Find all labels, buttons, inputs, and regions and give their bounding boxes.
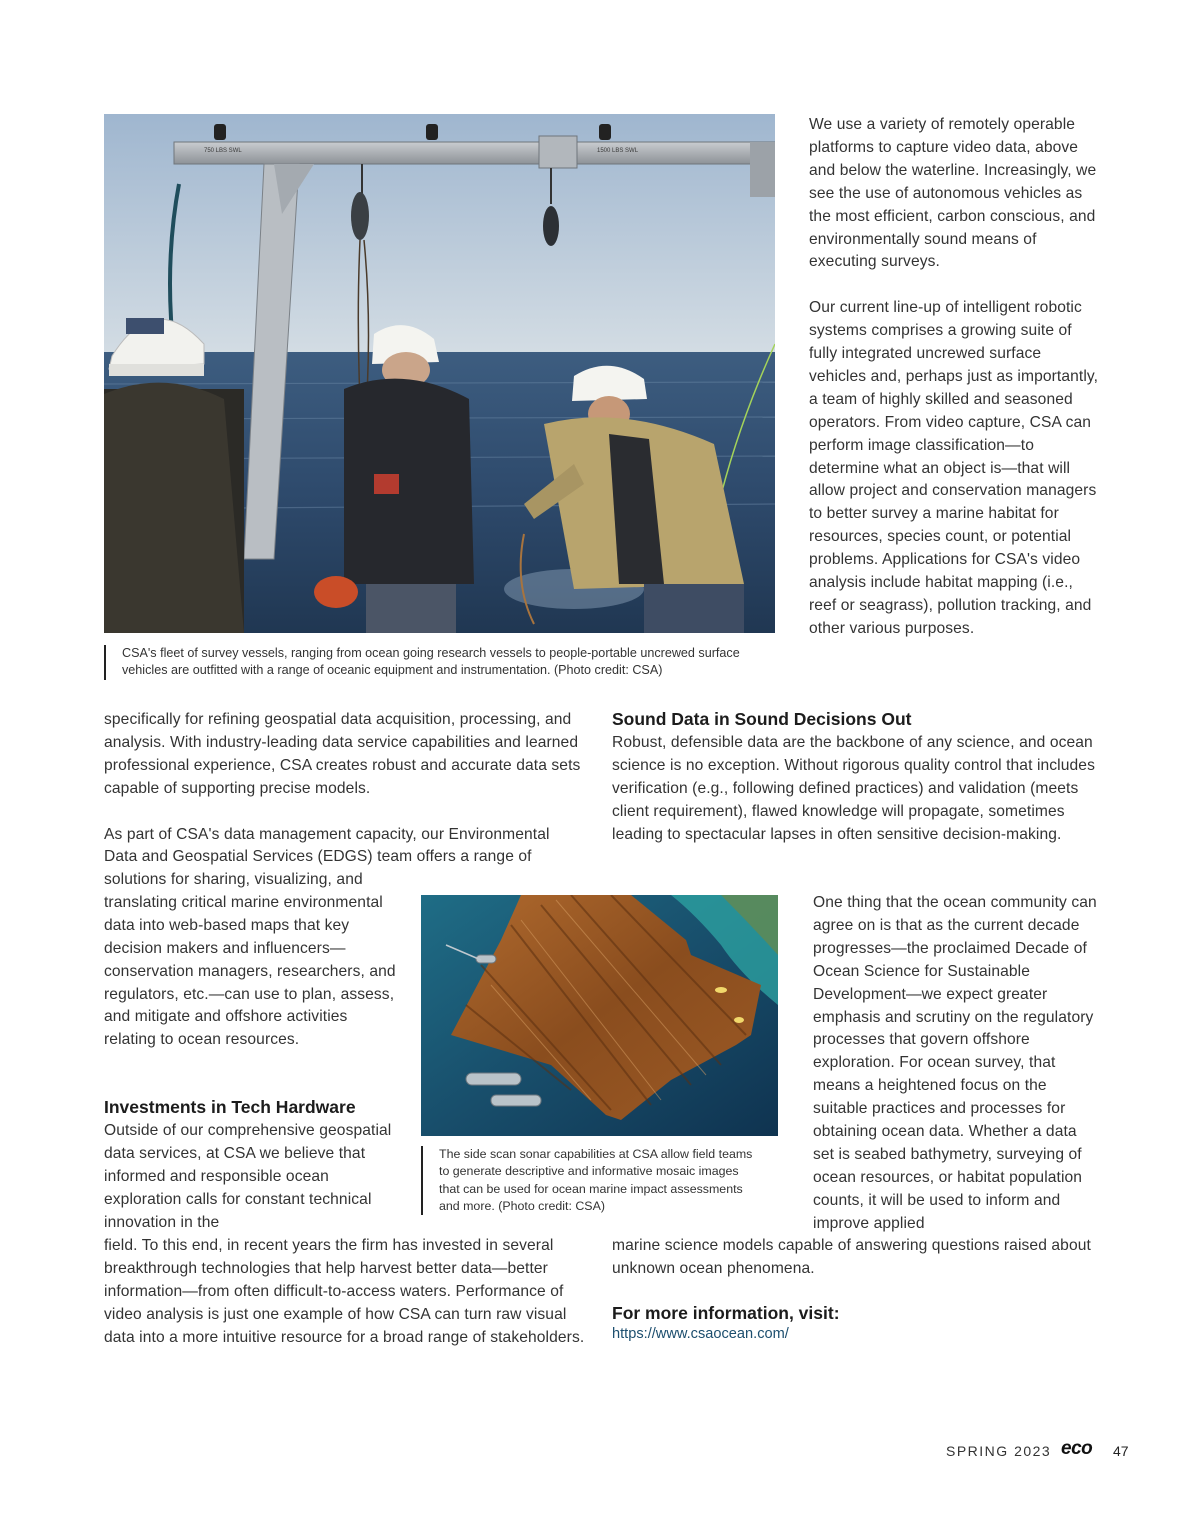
investments-paragraph-start: Outside of our comprehensive geospatial data services, at CSA we believe that informed and responsible ocean exploration calls for constant technical innovation in the <box>104 1122 392 1231</box>
intro-paragraph: We use a variety of remotely operable platforms to capture video data, above and below the waterline. Increasingly, we see the use of autonomous vehicles as the most efficient, carbon conscious, and environmentally sound means of executing surveys. <box>809 116 1097 271</box>
page-number: 47 <box>1113 1443 1129 1459</box>
eco-logo: eco <box>1061 1438 1093 1459</box>
investments-paragraph-continued: field. To this end, in recent years the firm has invested in several breakthrough technologies that help harvest better data—better information—from often difficult-to-access waters. Performance of video analysis is just one example of how CSA can turn raw visual data into a more intuitive resource for a broad range of stakeholders. <box>104 1237 585 1346</box>
section-heading-sound-data: Sound Data in Sound Decisions Out <box>612 709 912 729</box>
crane-label-right: 1500 LBS SWL <box>597 148 639 154</box>
ocean-community-paragraph: One thing that the ocean community can agree on is that as the current decade progresses—the proclaimed Decade of Ocean Science for Sustainable Development—we expect greater emphasis and scrutiny on the regulatory processes that govern offshore exploration. For ocean survey, that means a heightened focus on the suitable practices and processes for obtaining ocean data. Whether a data set is seabed bathymetry, surveying of ocean resources, or habitat population counts, it will be used to inform and improve applied <box>813 894 1097 1232</box>
left-column-upper <box>104 709 584 869</box>
crane-label-left: 750 LBS SWL <box>204 148 242 154</box>
more-info-heading: For more information, visit: <box>612 1303 840 1323</box>
sound-data-paragraph: Robust, defensible data are the backbone of any science, and ocean science is no exception. Without rigorous quality control that includes verification (e.g., following defined practices) and validation (meets client requirement), flawed knowledge will propagate, sometimes leading to spectacular lapses in often sensitive decision-making. <box>612 734 1095 843</box>
left-column-narrow <box>104 869 396 1052</box>
top-right-column <box>809 114 1101 641</box>
survey-vessel-photo <box>104 114 775 633</box>
csa-website-link[interactable]: https://www.csaocean.com/ <box>612 1326 789 1342</box>
edgs-paragraph-continued: solutions for sharing, visualizing, and translating critical marine environmental data into web-based maps that key decision makers and influencers—conservation managers, researchers, and regulators, etc.—can use to plan, assess, and mitigate and offshore activities relating to ocean resources. <box>104 871 396 1049</box>
edgs-paragraph-start: As part of CSA's data management capacity, our Environmental Data and Geospatial Services (EDGS) team offers a range of <box>104 825 550 866</box>
photo2-caption: The side scan sonar capabilities at CSA allow field teams to generate descriptive and informative mosaic images that can be used for ocean marine impact assessments and more. (Photo credit: CSA) <box>421 1146 755 1215</box>
section-heading-investments: Investments in Tech Hardware <box>104 1097 356 1117</box>
photo1-caption: CSA's fleet of survey vessels, ranging from ocean going research vessels to people-portable uncrewed surface vehicles are outfitted with a range of oceanic equipment and instrumentation. (Photo credit: CSA) <box>104 645 774 680</box>
sonar-mosaic-image <box>421 895 778 1136</box>
robotics-paragraph: Our current line-up of intelligent robotic systems comprises a growing suite of fully integrated uncrewed surface vehicles and, perhaps just as importantly, a team of highly skilled and seasoned operators. From video capture, CSA can perform image classification—to determine what an object is—that will allow project and conservation managers to better survey a marine habitat for resources, species count, or potential problems. Applications for CSA's video analysis include habitat mapping (i.e., reef or seagrass), pollution tracking, and other various purposes. <box>809 299 1099 637</box>
geospatial-paragraph: specifically for refining geospatial data acquisition, processing, and analysis. With industry-leading data service capabilities and learned professional experience, CSA creates robust and accurate data sets capable of supporting precise models. <box>104 711 581 797</box>
ocean-community-paragraph-end: marine science models capable of answering questions raised about unknown ocean phenomena. <box>612 1237 1091 1277</box>
issue-label: SPRING 2023 <box>946 1443 1052 1459</box>
